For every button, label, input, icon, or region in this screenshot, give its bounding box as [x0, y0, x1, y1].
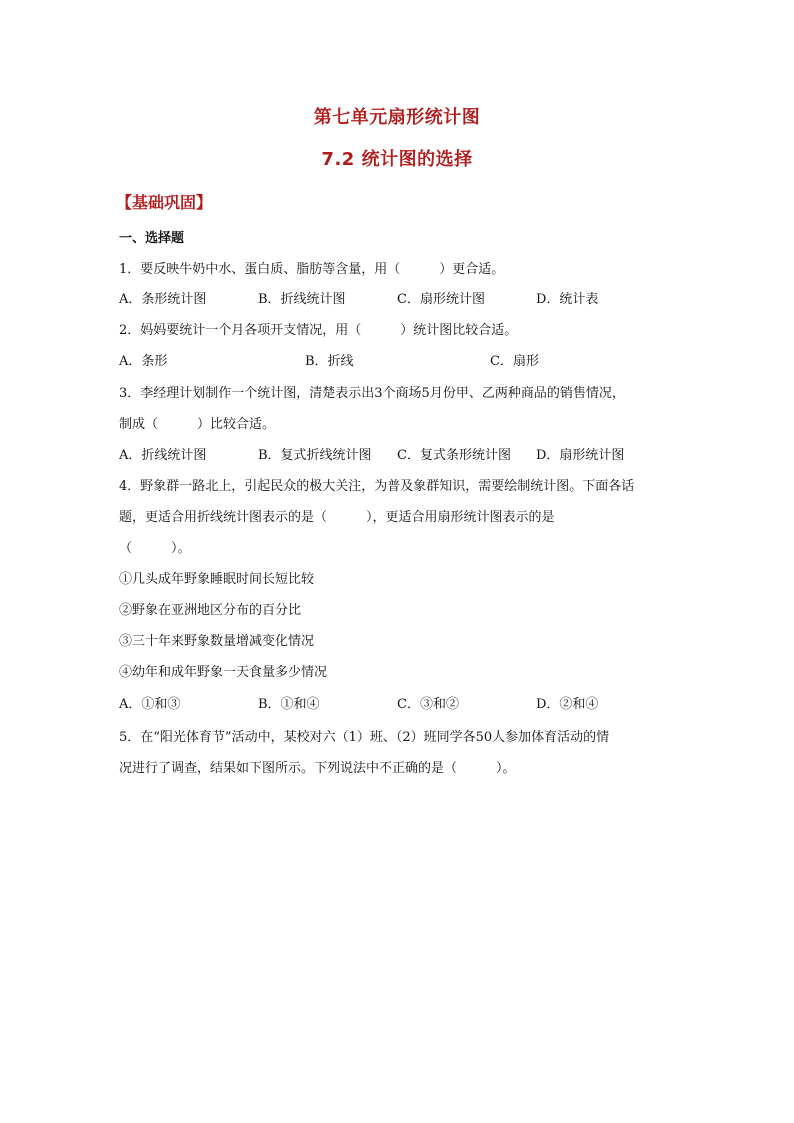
q4-option-c: C．③和②: [397, 697, 459, 712]
question-5-line-1: 5．在“阳光体育节”活动中，某校对六（1）班、（2）班同学各50人参加体育活动的情: [119, 730, 610, 745]
document-title: 第七单元扇形统计图: [313, 107, 481, 128]
q1-option-c: C．扇形统计图: [397, 292, 485, 307]
question-2-text: 2．妈妈要统计一个月各项开支情况，用（ ）统计图比较合适。: [119, 323, 518, 338]
q4-option-a: A．①和③: [119, 697, 181, 712]
q2-option-b: B．折线: [305, 354, 354, 369]
q4-item-1: ①几头成年野象睡眠时间长短比较: [119, 572, 315, 587]
question-4-line-2: 题，更适合用折线统计图表示的是（ ），更适合用扇形统计图表示的是: [119, 510, 555, 525]
q3-option-d: D．扇形统计图: [536, 448, 625, 463]
q4-option-b: B．①和④: [258, 697, 320, 712]
q4-item-2: ②野象在亚洲地区分布的百分比: [119, 603, 302, 618]
document-subtitle: 7.2 统计图的选择: [321, 149, 473, 170]
question-type-heading: 一、选择题: [119, 231, 185, 246]
q3-option-c: C．复式条形统计图: [397, 448, 511, 463]
section-heading: 【基础巩固】: [116, 193, 213, 212]
question-3-line-2: 制成（ ）比较合适。: [119, 417, 276, 432]
question-5-line-2: 况进行了调查，结果如下图所示。下列说法中不正确的是（ ）。: [119, 761, 516, 776]
question-3-line-1: 3．李经理计划制作一个统计图，清楚表示出3个商场5月份甲、乙两种商品的销售情况，: [119, 386, 625, 401]
q1-option-b: B．折线统计图: [258, 292, 346, 307]
q3-option-a: A．折线统计图: [119, 448, 207, 463]
q4-item-4: ④幼年和成年野象一天食量多少情况: [119, 665, 328, 680]
q2-option-a: A．条形: [119, 354, 168, 369]
q4-option-d: D．②和④: [536, 697, 599, 712]
question-4-line-1: 4．野象群一路北上，引起民众的极大关注，为普及象群知识，需要绘制统计图。下面各话: [119, 479, 635, 494]
q3-option-b: B．复式折线统计图: [258, 448, 372, 463]
q1-option-d: D．统计表: [536, 292, 599, 307]
question-1-text: 1．要反映牛奶中水、蛋白质、脂肪等含量，用（ ）更合适。: [119, 262, 505, 277]
q2-option-c: C．扇形: [490, 354, 539, 369]
question-4-line-3: （ ）。: [119, 541, 191, 556]
q1-option-a: A．条形统计图: [119, 292, 207, 307]
q4-item-3: ③三十年来野象数量增减变化情况: [119, 634, 315, 649]
